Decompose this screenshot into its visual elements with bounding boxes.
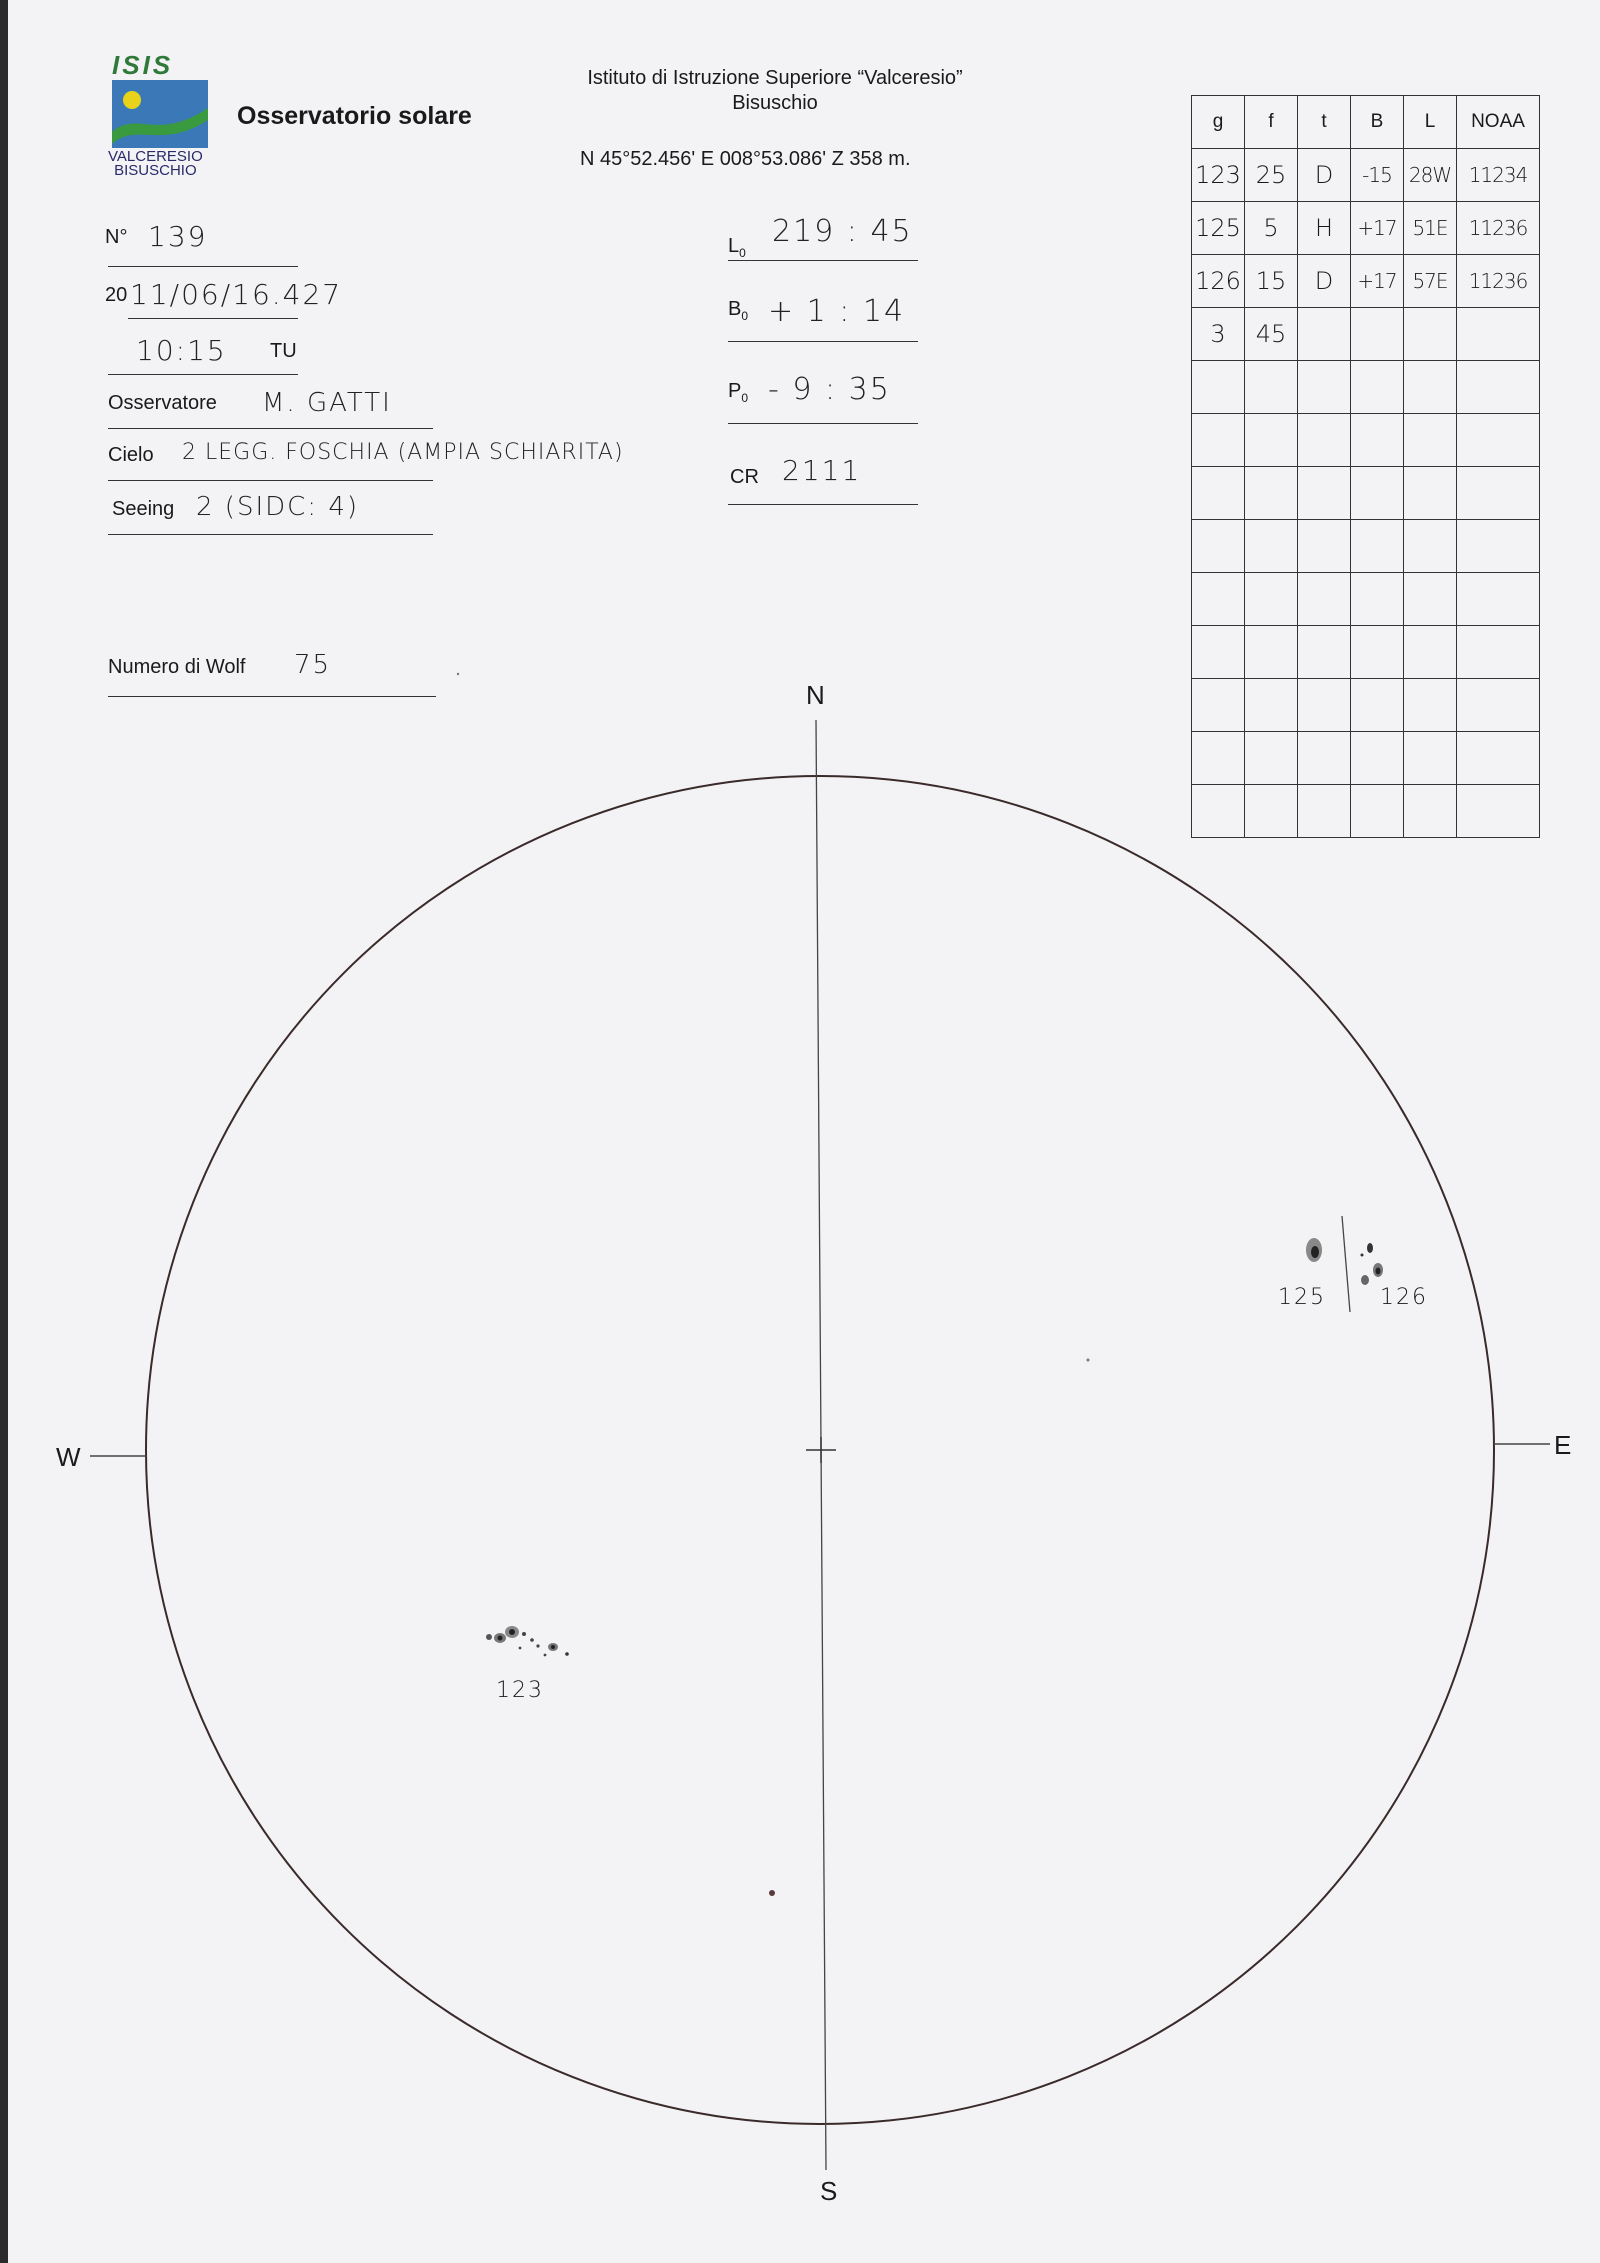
l0-label: $L_0$ [728,235,746,260]
scan-speck [457,673,459,675]
table-row: 126 15 D +17 57E 11236 [1192,255,1540,308]
sky-value: 2 LEGG. FOSCHIA (AMPIA SCHIARITA) [182,440,624,465]
group-divider [1342,1216,1350,1312]
logo-caption: VALCERESIO BISUSCHIO [108,148,203,179]
scan-speck [1087,1359,1090,1362]
table-row: 125 5 H +17 51E 11236 [1192,202,1540,255]
wolf-value: 75 [294,650,332,680]
b0-value: + 1 : 14 [768,294,906,329]
wolf-label: Numero di Wolf [108,656,246,678]
header-f: f [1245,96,1298,149]
sunspot-group-126 [1361,1243,1384,1285]
table-row-total: 3 45 [1192,308,1540,361]
p0-value: - 9 : 35 [768,372,891,407]
south-label: S [820,2176,838,2206]
sky-label: Cielo [108,444,154,466]
observer-value: M. GATTI [262,388,392,418]
p0-label: $P_0$ [728,380,749,405]
header-g: g [1192,96,1245,149]
seeing-label: Seeing [112,498,175,520]
logo-brand: ISIS [112,50,174,80]
l0-value: 219 : 45 [772,214,913,249]
number-value: 139 [148,220,208,253]
header-l: L [1404,96,1457,149]
group-label-126: 126 [1380,1285,1428,1310]
sunspot-group-125 [1306,1238,1322,1262]
cr-label: CR [730,466,759,488]
observer-label: Osservatore [108,392,217,414]
site-coordinates: N 45°52.456' E 008°53.086' Z 358 m. [580,148,911,170]
time-value: 10:15 [136,334,227,367]
table-row: 123 25 D -15 28W 11234 [1192,149,1540,202]
observatory-title: Osservatorio solare [237,102,472,130]
number-label: N° [105,226,128,248]
seeing-value: 2 (SIDC: 4) [196,492,360,522]
cr-value: 2111 [782,454,862,487]
group-label-123: 123 [496,1678,544,1703]
date-prefix: 20 [105,284,128,306]
west-label: W [56,1442,81,1472]
group-label-125: 125 [1278,1285,1326,1310]
institute-name: Istituto di Istruzione Superiore “Valceresio” Bisuschio [587,67,963,114]
header-noaa: NOAA [1457,96,1540,149]
scan-speck [769,1890,775,1896]
time-unit: TU [270,340,297,362]
b0-label: $B_0$ [728,298,749,323]
north-label: N [806,680,825,710]
header-t: t [1298,96,1351,149]
date-value: 11/06/16.427 [130,278,343,311]
sunspot-group-123 [486,1626,569,1656]
header-b: B [1351,96,1404,149]
east-label: E [1554,1430,1572,1460]
